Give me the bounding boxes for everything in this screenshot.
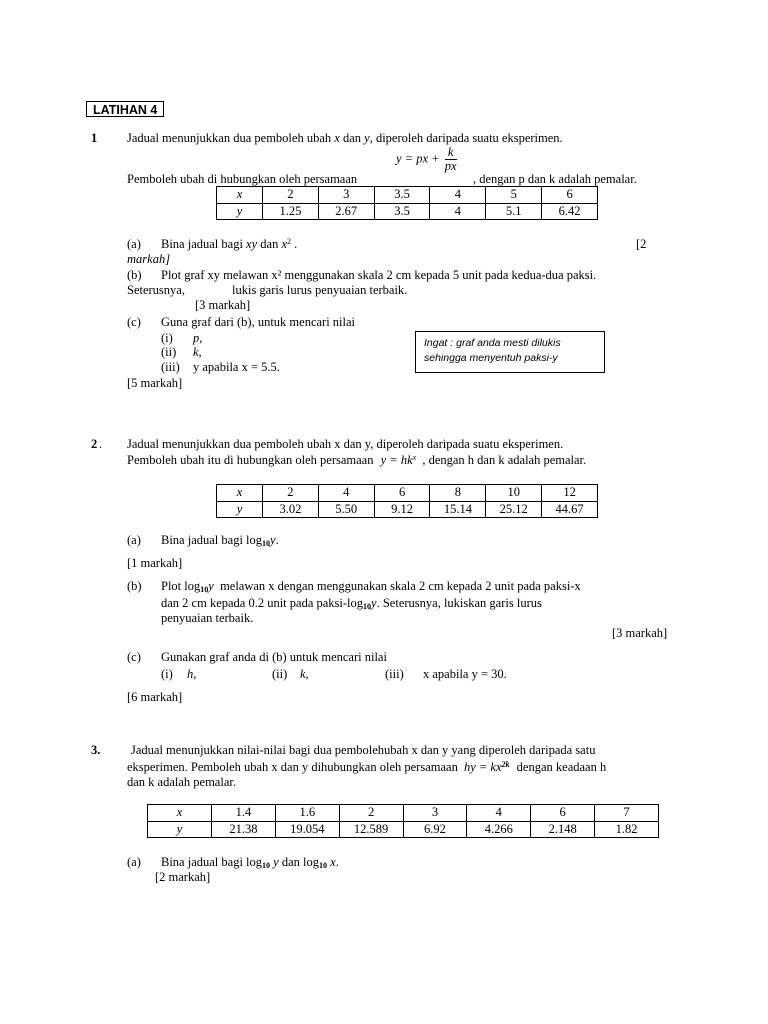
table-cell: 9.12 (374, 501, 430, 518)
table-cell: 2 (263, 187, 319, 204)
table-cell: 12 (542, 485, 598, 502)
q1-part-c-i-label: (i) (161, 331, 173, 345)
q2-number-dot: . (99, 437, 103, 451)
q1-part-b-text2b: lukis garis lurus penyuaian terbaik. (232, 283, 408, 297)
q2-part-b-marks: [3 markah] (612, 626, 668, 640)
q3-intro: Jadual menunjukkan nilai-nilai bagi dua pembolehubah x dan y yang diperoleh daripada satu (131, 743, 596, 757)
table-cell: 1.4 (212, 805, 276, 822)
table-cell: 4 (318, 485, 374, 502)
table-cell: 2.67 (318, 203, 374, 220)
q1-part-a-text: Bina jadual bagi xy dan $x^2$ . (161, 237, 298, 251)
table-header-y: y (148, 821, 212, 838)
table-cell: 8 (430, 485, 486, 502)
q3-intro3: dan k adalah pemalar. (127, 775, 236, 789)
table-cell: 6 (531, 805, 595, 822)
table-cell: 25.12 (486, 501, 542, 518)
table-cell: 6 (542, 187, 598, 204)
table-cell: 4 (430, 203, 486, 220)
q1-part-c-label: (c) (127, 315, 141, 329)
table-cell: 4.266 (467, 821, 531, 838)
table-cell: 3.02 (263, 501, 319, 518)
table-cell: 6.42 (542, 203, 598, 220)
table-cell: 7 (595, 805, 659, 822)
table-row (217, 501, 598, 518)
q1-part-b-text: Plot graf xy melawan x² menggunakan skala 2 cm kepada 5 unit pada kedua-dua paksi. (161, 268, 597, 282)
q3-part-a-label: (a) (127, 855, 141, 869)
table-cell: 6.92 (403, 821, 467, 838)
table-cell: 1.25 (263, 203, 319, 220)
q1-constants-text: , dengan p dan k adalah pemalar. (473, 172, 637, 186)
q1-number: 1 (91, 131, 98, 145)
q2-number: 2 (91, 437, 98, 451)
q2-part-b-label: (b) (127, 579, 142, 593)
table-header-y: y (217, 203, 263, 220)
reminder-note: Ingat : graf anda mesti dilukis sehingga menyentuh paksi-y (415, 331, 605, 373)
q1-part-c-ii-label: (ii) (161, 345, 177, 359)
q2-part-a-label: (a) (127, 533, 141, 547)
table-cell: 3 (318, 187, 374, 204)
table-row (217, 187, 598, 204)
table-cell: 4 (430, 187, 486, 204)
q1-part-b-marks: [3 markah] (195, 298, 251, 312)
q2-part-c-i-label: (i) (161, 667, 173, 681)
table-cell: 5 (486, 187, 542, 204)
q1-part-b-text2a: Seterusnya, (127, 283, 185, 297)
table-row (217, 203, 598, 220)
table-row (148, 821, 659, 838)
table-header-x: x (148, 805, 212, 822)
table-cell: 5.1 (486, 203, 542, 220)
q2-part-c-ii-value: k, (300, 667, 309, 681)
q1-equation: y = px + $\frac{k}{px}$ (396, 145, 457, 174)
q3-intro2: eksperimen. Pemboleh ubah x dan y dihubungkan oleh persamaan hy = $kx^{2k}$ dengan keadaan h (127, 760, 607, 774)
q2-part-c-i-value: h, (187, 667, 197, 681)
q2-data-table (216, 484, 598, 518)
q2-part-b-text: Plot $\log_{10}y$ melawan x dengan menggunakan skala 2 cm kepada 2 unit pada paksi-x (161, 579, 581, 594)
q3-part-a-marks: [2 markah] (155, 870, 211, 884)
exercise-title: LATIHAN 4 (86, 101, 164, 117)
table-cell: 15.14 (430, 501, 486, 518)
q3-data-table (147, 804, 659, 838)
table-cell: 1.6 (275, 805, 339, 822)
table-cell: 3 (403, 805, 467, 822)
q1-part-b-label: (b) (127, 268, 142, 282)
q1-part-c-ii-value: k, (193, 345, 202, 359)
table-cell: 2.148 (531, 821, 595, 838)
q2-part-a-marks: [1 markah] (127, 556, 183, 570)
q1-part-a-marks-cont: markah] (127, 252, 171, 266)
q1-data-table (216, 186, 598, 220)
table-cell: 19.054 (275, 821, 339, 838)
table-cell: 44.67 (542, 501, 598, 518)
q3-part-a-text: Bina jadual bagi $\log_{10} y$ dan $\log_{10} x$. (161, 855, 339, 870)
table-cell: 21.38 (212, 821, 276, 838)
table-row (148, 805, 659, 822)
q2-part-c-iii-label: (iii) (385, 667, 404, 681)
q3-number: 3. (91, 743, 101, 757)
table-cell: 5.50 (318, 501, 374, 518)
q1-part-a-marks: [2 (636, 237, 647, 251)
q1-part-c-iii-value: y apabila x = 5.5. (193, 360, 280, 374)
table-cell: 2 (263, 485, 319, 502)
q1-part-c-i-value: p, (193, 331, 203, 345)
q2-intro: Jadual menunjukkan dua pemboleh ubah x dan y, diperoleh daripada suatu eksperimen. (127, 437, 564, 451)
table-row (217, 485, 598, 502)
q1-part-c-iii-label: (iii) (161, 360, 180, 374)
q2-part-c-label: (c) (127, 650, 141, 664)
table-cell: 6 (374, 485, 430, 502)
q1-intro: Jadual menunjukkan dua pemboleh ubah x dan y, diperoleh daripada suatu eksperimen. (127, 131, 563, 145)
q1-part-c-text: Guna graf dari (b), untuk mencari nilai (161, 315, 356, 329)
q1-part-c-marks: [5 markah] (127, 376, 183, 390)
table-cell: 3.5 (374, 203, 430, 220)
q2-part-c-marks: [6 markah] (127, 690, 183, 704)
table-cell: 1.82 (595, 821, 659, 838)
q2-part-a-text: Bina jadual bagi $\log_{10}y$. (161, 533, 279, 548)
table-cell: 3.5 (374, 187, 430, 204)
table-cell: 2 (339, 805, 403, 822)
q2-part-c-iii-value: x apabila y = 30. (423, 667, 507, 681)
q2-relation: Pemboleh ubah itu di hubungkan oleh persamaan $y = hk^x$ , dengan h dan k adalah pemalar. (127, 453, 587, 467)
table-header-y: y (217, 501, 263, 518)
q2-part-b-text2: dan 2 cm kepada 0.2 unit pada paksi-$\log_{10}y$. Seterusnya, lukiskan garis lurus (161, 596, 542, 611)
table-cell: 4 (467, 805, 531, 822)
q2-part-b-text3: penyuaian terbaik. (161, 611, 254, 625)
q1-part-a-label: (a) (127, 237, 141, 251)
table-header-x: x (217, 485, 263, 502)
q2-part-c-text: Gunakan graf anda di (b) untuk mencari nilai (161, 650, 387, 664)
table-header-x: x (217, 187, 263, 204)
q1-relation-text: Pemboleh ubah di hubungkan oleh persamaan (127, 172, 358, 186)
table-cell: 12.589 (339, 821, 403, 838)
q2-part-c-ii-label: (ii) (272, 667, 288, 681)
table-cell: 10 (486, 485, 542, 502)
